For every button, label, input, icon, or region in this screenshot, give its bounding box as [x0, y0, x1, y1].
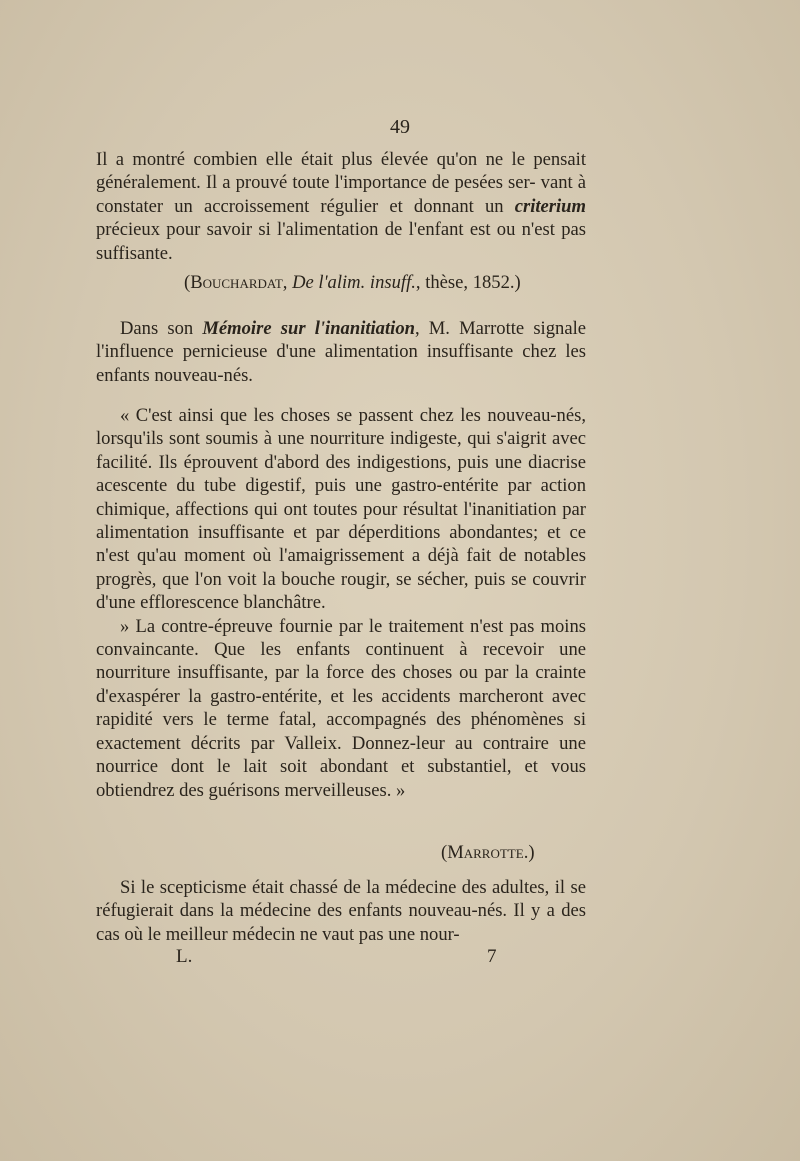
quote-paragraph-1: « C'est ainsi que les choses se passent chez les nouveau-nés, lorsqu'ils sont soumis à une nourriture indigeste, qui s'aigrit avec facilité. Ils éprouvent d'abord des indigestions, puis une diacrise acescente du tube digestif, puis une gastro-entérite par action chimique, affections qui ont toutes pour résultat l'inanitiation par alimentation insuffisante et par déperditions abondantes; et ce n'est qu'au moment où l'amaigrissement a déjà fait de notables progrès, que l'on voit la bouche rougir, se sécher, puis se couvrir d'une efflorescence blanchâtre.: [96, 405, 586, 614]
paragraph-intro: [96, 148, 586, 265]
citation-marrotte: [441, 841, 535, 864]
quote-block: [96, 404, 586, 802]
citation2-close: .): [523, 842, 535, 863]
citation2-author: Marrotte: [447, 842, 524, 863]
quote-paragraph-2: » La contre-épreuve fournie par le traitement n'est pas moins convaincante. Que les enfants continuent à recevoir une nourriture insuffisante, par la force des choses ou par la crainte d'exaspérer la gastro-entérite, et les accidents marcheront avec rapidité vers le terme fatal, accompagnés des phénomènes si exactement décrits par Valleix. Donnez-leur au contraire une nourrice dont le lait soit abondant et substantiel, et vous obtiendrez des guérisons merveilleuses. »: [96, 615, 586, 801]
citation-author: Bouchardat: [190, 272, 283, 293]
signature-mark: L.: [176, 946, 193, 967]
intro-line-4: précieux pour savoir si l'alimentation de l'enfant: [96, 219, 464, 241]
paragraph-scepticisme: [96, 876, 586, 946]
intro-line-1: Il a montré combien elle était plus élevée qu'on ne le pensait: [96, 149, 586, 170]
scepticisme-text: Si le scepticisme était chassé de la médecine des adultes, il se réfugierait dans la médecine des enfants nouveau-nés. Il y a des cas où le meilleur médecin ne vaut pas une nour-: [96, 877, 586, 945]
intro-line-2: généralement. Il a prouvé toute l'importance de pesées ser-: [96, 172, 536, 194]
marrotte-start: Dans son: [120, 318, 203, 339]
citation-bouchardat: [184, 271, 521, 294]
citation-title: De l'alim. insuff.: [292, 272, 416, 293]
marrotte-rest: , M. Marrotte signale l'influence pernicieuse d'une alimentation insuffisante chez les enfants nouveau-nés.: [96, 318, 586, 386]
citation-sep: ,: [282, 272, 293, 293]
citation2-open: (: [441, 842, 448, 863]
intro-line-3: vant à constater un accroissement régulier et donnant un: [96, 172, 586, 217]
citation-open: (: [184, 272, 191, 293]
marrotte-memoire-title: Mémoire sur l'inanitiation: [202, 318, 415, 339]
intro-criterium: criterium: [514, 195, 586, 217]
intro-line-5: est ou n'est pas suffisante.: [96, 219, 586, 264]
paragraph-marrotte: [96, 317, 586, 387]
signature-number: 7: [487, 946, 497, 967]
page-number: 49: [390, 116, 410, 138]
citation-rest: , thèse, 1852.): [415, 272, 521, 293]
